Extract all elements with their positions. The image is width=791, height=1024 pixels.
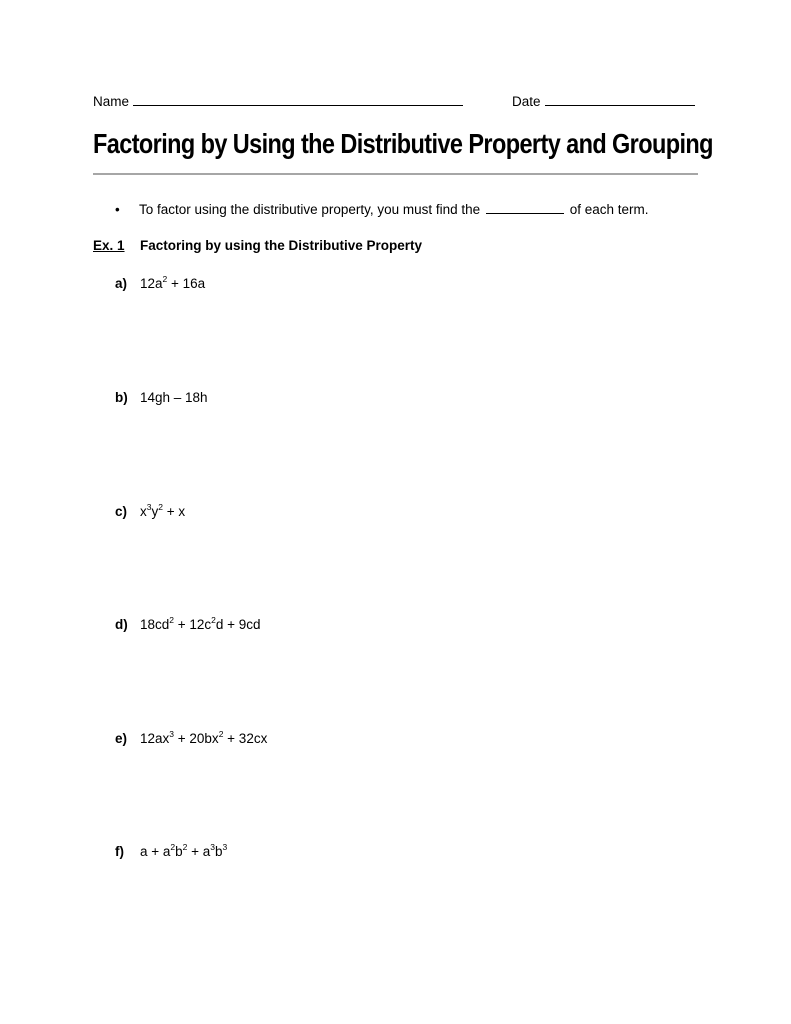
problem-item bbox=[115, 390, 208, 405]
problem-letter: f) bbox=[115, 844, 124, 859]
title-divider bbox=[93, 173, 698, 175]
exponent: 2 bbox=[170, 842, 176, 852]
example-heading bbox=[93, 238, 422, 253]
name-field[interactable] bbox=[93, 93, 463, 109]
problem-item bbox=[115, 731, 267, 746]
problem-letter: d) bbox=[115, 617, 128, 632]
problem-item bbox=[115, 844, 227, 859]
problem-letter: e) bbox=[115, 731, 128, 746]
bullet-icon: • bbox=[115, 202, 120, 217]
header-row bbox=[93, 93, 698, 113]
exponent: 2 bbox=[158, 502, 163, 512]
problem-expression: $18cd^2 + 12c^2d + 9cd$ bbox=[140, 615, 261, 632]
problem-letter: a) bbox=[115, 276, 128, 291]
problem-expression: $12ax^3 + 20bx^2 + 32cx$ bbox=[140, 729, 268, 746]
example-label: Ex. 1 bbox=[93, 238, 125, 253]
problem-expression: $a + a^2b^2 + a^3b^3$ bbox=[140, 842, 228, 859]
name-label: Name bbox=[93, 94, 130, 109]
problem-item bbox=[115, 504, 185, 519]
problem-item bbox=[115, 276, 205, 291]
exponent: 2 bbox=[169, 615, 175, 625]
exponent: 3 bbox=[169, 729, 175, 739]
exponent: 3 bbox=[222, 842, 228, 852]
date-field[interactable] bbox=[512, 93, 695, 109]
exponent: 2 bbox=[162, 274, 168, 284]
page-title: Factoring by Using the Distributive Property and Grouping bbox=[93, 128, 713, 159]
exponent: 3 bbox=[210, 842, 216, 852]
exponent: 3 bbox=[146, 502, 152, 512]
name-blank-line[interactable] bbox=[133, 93, 463, 106]
bullet-text-before: To factor using the distributive property, you must find the bbox=[139, 202, 481, 217]
example-title: Factoring by using the Distributive Property bbox=[140, 238, 423, 253]
exponent: 2 bbox=[218, 729, 224, 739]
problem-expression: $x^3y^2 + x$ bbox=[140, 502, 186, 519]
bullet-text-after: of each term. bbox=[569, 202, 649, 217]
bullet-item bbox=[115, 201, 649, 217]
date-label: Date bbox=[512, 94, 541, 109]
problem-expression: 14gh – 18h bbox=[140, 390, 208, 405]
problem-letter: b) bbox=[115, 390, 128, 405]
problem-item bbox=[115, 617, 261, 632]
fill-in-blank[interactable] bbox=[486, 201, 564, 214]
problem-expression: $12a^2 + 16a$ bbox=[140, 274, 206, 291]
exponent: 2 bbox=[182, 842, 188, 852]
date-blank-line[interactable] bbox=[545, 93, 695, 106]
problem-letter: c) bbox=[115, 504, 128, 519]
exponent: 2 bbox=[211, 615, 216, 625]
